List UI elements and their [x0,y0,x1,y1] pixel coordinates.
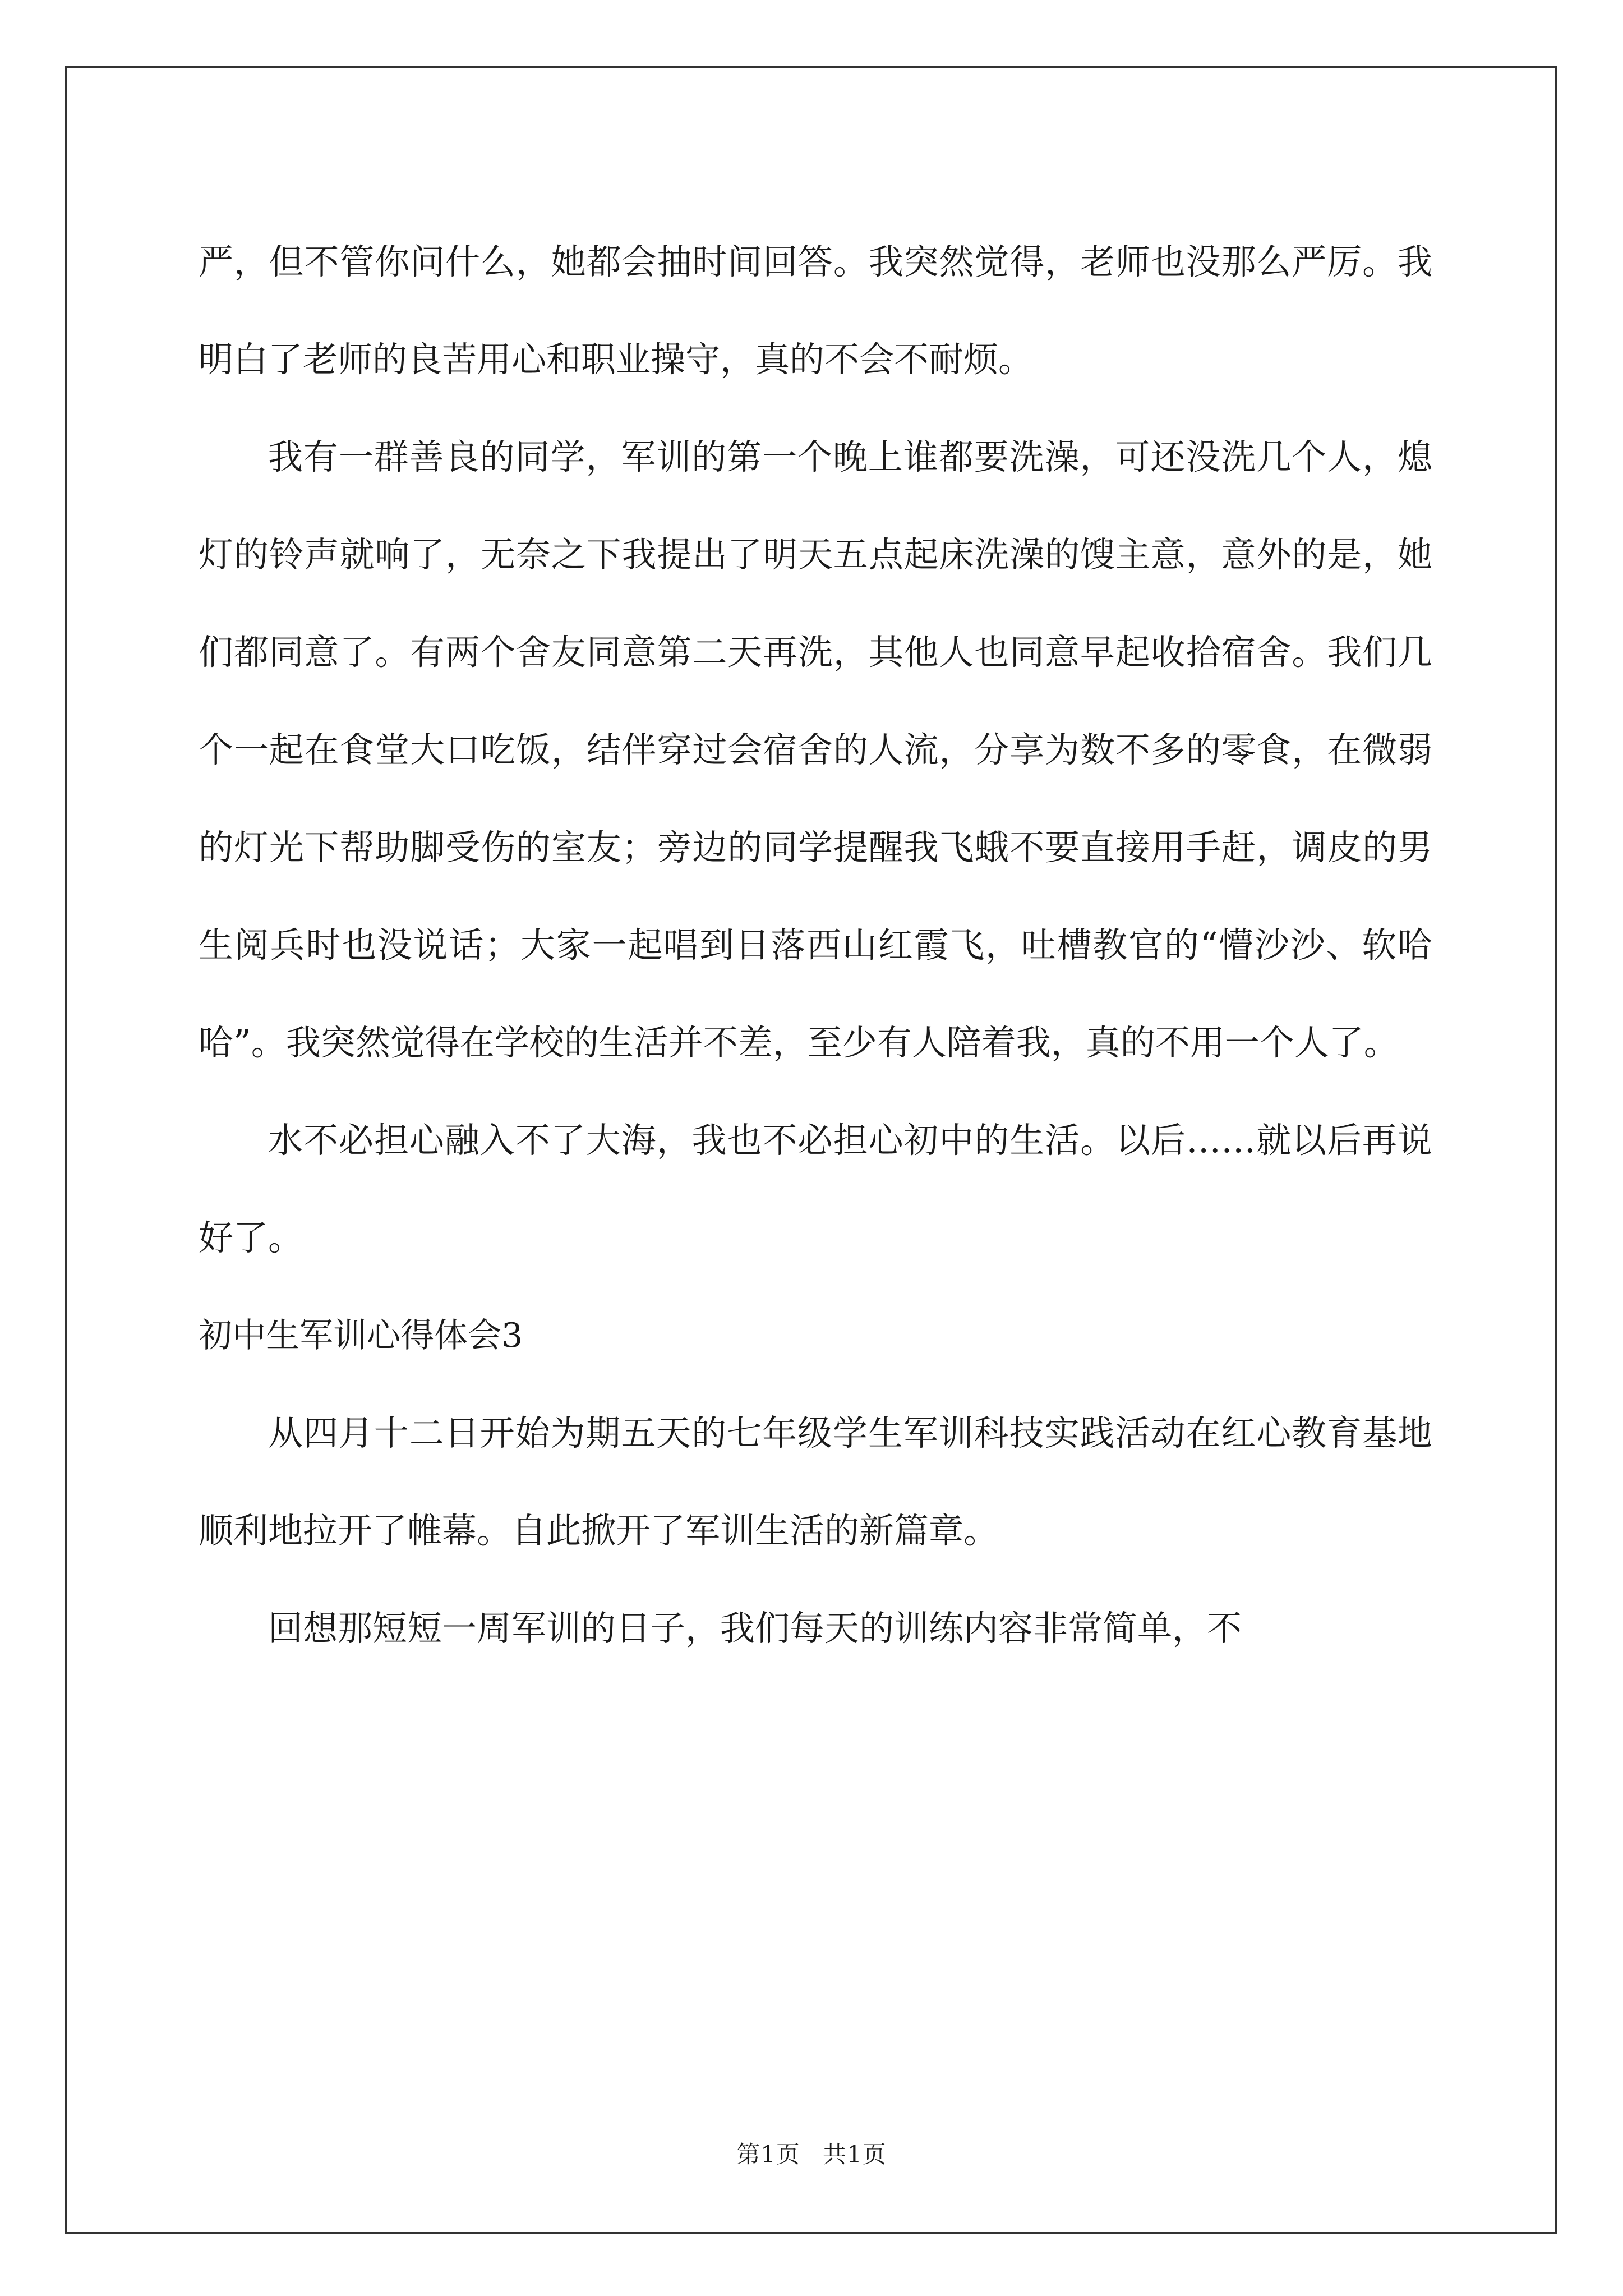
paragraph-5: 回想那短短一周军训的日子，我们每天的训练内容非常简单，不 [268,1608,1242,1649]
paragraph-2: 我有一群善良的同学，军训的第一个晚上谁都要洗澡，可还没洗几个人，熄灯的铃声就响了，无奈之下我提出了明天五点起床洗澡的馊主意，意外的是，她们都同意了。有两个舍友同意第二天再洗，其他人也同意早起收拾宿舍。我们几个一起在食堂大口吃饭，结伴穿过会宿舍的人流，分享为数不多的零食，在微弱的灯光下帮助脚受伤的室友；旁边的同学提醒我飞蛾不要直接用手赶，调皮的男生阅兵时也没说话；大家一起唱到日落西山红霞飞，吐槽教官的“懵沙沙、软哈哈”。我突然觉得在学校的生活并不差，至少有人陪着我，真的不用一个人了。 [199,436,1432,1063]
paragraph-1: 严，但不管你问什么，她都会抽时间回答。我突然觉得，老师也没那么严厉。我明白了老师的良苦用心和职业操守，真的不会不耐烦。 [199,241,1432,380]
page-number: 第1页 [736,2141,800,2168]
section-heading: 初中生军训心得体会3 [199,1316,523,1355]
paragraph-3: 水不必担心融入不了大海，我也不必担心初中的生活。以后……就以后再说好了。 [199,1120,1432,1258]
total-pages: 共1页 [823,2141,887,2168]
document-body [199,213,1432,1677]
page-footer [0,2136,1623,2170]
paragraph-4: 从四月十二日开始为期五天的七年级学生军训科技实践活动在红心教育基地顺利地拉开了帷幕。自此掀开了军训生活的新篇章。 [199,1412,1432,1551]
